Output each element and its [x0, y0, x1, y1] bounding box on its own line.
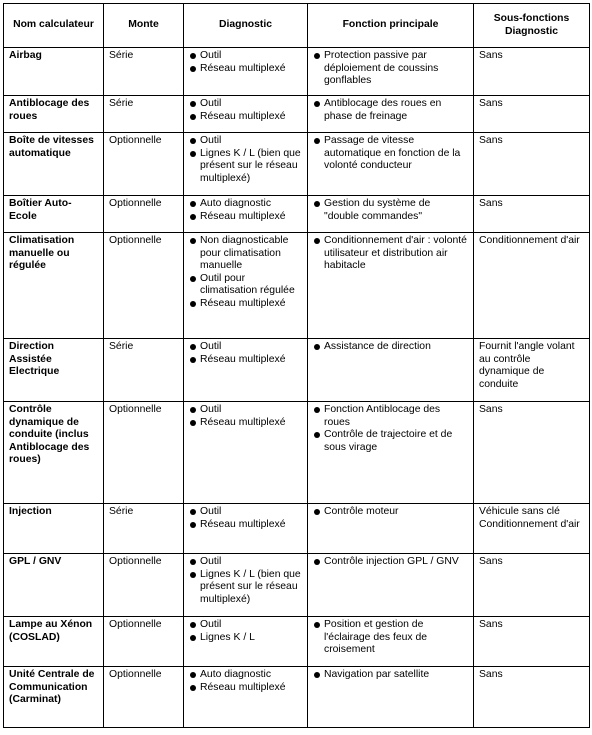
diagnostic-item: Non diagnosticable pour climatisation manuelle: [189, 235, 302, 273]
table-row: [4, 504, 590, 554]
sous-fonctions-cell: Sans: [474, 402, 590, 504]
fonction-list: [313, 619, 468, 657]
fonction-item: Contrôle de trajectoire et de sous virage: [313, 429, 468, 454]
header-diagnostic: Diagnostic: [184, 4, 308, 48]
fonction-list: [313, 198, 468, 223]
diagnostic-cell: [184, 196, 308, 233]
diagnostic-cell: [184, 504, 308, 554]
fonction-list: [313, 50, 468, 88]
fonction-cell: [308, 96, 474, 133]
diagnostic-cell: [184, 617, 308, 667]
table-row: [4, 48, 590, 96]
diagnostic-cell: [184, 339, 308, 402]
fonction-list: [313, 506, 468, 519]
monte-cell: Série: [104, 96, 184, 133]
fonction-item: Gestion du système de "double commandes": [313, 198, 468, 223]
diagnostic-cell: [184, 96, 308, 133]
sous-fonctions-cell: Sans: [474, 617, 590, 667]
calculator-name: Contrôle dynamique de conduite (inclus Antiblocage des roues): [4, 402, 104, 504]
fonction-cell: [308, 504, 474, 554]
calculator-name: Climatisation manuelle ou régulée: [4, 233, 104, 339]
diagnostic-item: Outil: [189, 556, 302, 569]
fonction-item: Assistance de direction: [313, 341, 468, 354]
calculator-name: Boîtier Auto-Ecole: [4, 196, 104, 233]
diagnostic-cell: [184, 48, 308, 96]
diagnostic-item: Outil: [189, 135, 302, 148]
sous-fonctions-cell: Sans: [474, 96, 590, 133]
table-row: [4, 96, 590, 133]
table-row: [4, 667, 590, 728]
header-sous-fonctions: Sous-fonctions Diagnostic: [474, 4, 590, 48]
diagnostic-list: [189, 341, 302, 366]
diagnostic-item: Lignes K / L: [189, 632, 302, 645]
diagnostic-list: [189, 506, 302, 531]
fonction-list: [313, 669, 468, 682]
diagnostic-cell: [184, 667, 308, 728]
diagnostic-list: [189, 98, 302, 123]
diagnostic-item: Outil: [189, 98, 302, 111]
diagnostic-item: Réseau multiplexé: [189, 682, 302, 695]
header-row: [4, 4, 590, 48]
diagnostic-cell: [184, 233, 308, 339]
monte-cell: Optionnelle: [104, 554, 184, 617]
diagnostic-list: [189, 50, 302, 75]
fonction-item: Protection passive par déploiement de coussins gonflables: [313, 50, 468, 88]
diagnostic-cell: [184, 554, 308, 617]
diagnostic-cell: [184, 133, 308, 196]
diagnostic-list: [189, 669, 302, 694]
sous-fonctions-cell: Sans: [474, 133, 590, 196]
fonction-item: Passage de vitesse automatique en fonction de la volonté conducteur: [313, 135, 468, 173]
fonction-cell: [308, 133, 474, 196]
diagnostic-item: Outil: [189, 619, 302, 632]
calculator-name: Airbag: [4, 48, 104, 96]
monte-cell: Optionnelle: [104, 133, 184, 196]
diagnostic-item: Réseau multiplexé: [189, 519, 302, 532]
header-fonction: Fonction principale: [308, 4, 474, 48]
sous-fonctions-cell: Sans: [474, 48, 590, 96]
diagnostic-item: Lignes K / L (bien que présent sur le réseau multiplexé): [189, 148, 302, 186]
table-row: [4, 133, 590, 196]
diagnostic-item: Lignes K / L (bien que présent sur le réseau multiplexé): [189, 569, 302, 607]
sous-fonctions-cell: Sans: [474, 667, 590, 728]
diagnostic-item: Réseau multiplexé: [189, 417, 302, 430]
table-row: [4, 233, 590, 339]
fonction-cell: [308, 339, 474, 402]
fonction-cell: [308, 196, 474, 233]
fonction-list: [313, 404, 468, 454]
fonction-item: Antiblocage des roues en phase de freinage: [313, 98, 468, 123]
diagnostic-item: Réseau multiplexé: [189, 298, 302, 311]
fonction-list: [313, 135, 468, 173]
fonction-item: Fonction Antiblocage des roues: [313, 404, 468, 429]
fonction-list: [313, 235, 468, 273]
diagnostic-item: Auto diagnostic: [189, 198, 302, 211]
calculator-name: Direction Assistée Electrique: [4, 339, 104, 402]
table-row: [4, 196, 590, 233]
calculator-name: Antiblocage des roues: [4, 96, 104, 133]
fonction-cell: [308, 48, 474, 96]
diagnostic-item: Réseau multiplexé: [189, 63, 302, 76]
fonction-cell: [308, 554, 474, 617]
fonction-cell: [308, 233, 474, 339]
fonction-cell: [308, 667, 474, 728]
calculator-name: Boîte de vitesses automatique: [4, 133, 104, 196]
fonction-cell: [308, 402, 474, 504]
calculator-table: [3, 3, 590, 728]
calculator-name: Lampe au Xénon (COSLAD): [4, 617, 104, 667]
monte-cell: Optionnelle: [104, 196, 184, 233]
header-name: Nom calculateur: [4, 4, 104, 48]
diagnostic-item: Réseau multiplexé: [189, 211, 302, 224]
header-monte: Monte: [104, 4, 184, 48]
table-row: [4, 554, 590, 617]
fonction-list: [313, 556, 468, 569]
sous-fonctions-cell: Véhicule sans clé Conditionnement d'air: [474, 504, 590, 554]
monte-cell: Optionnelle: [104, 402, 184, 504]
calculator-name: GPL / GNV: [4, 554, 104, 617]
table-row: [4, 402, 590, 504]
diagnostic-list: [189, 404, 302, 429]
fonction-item: Position et gestion de l'éclairage des feux de croisement: [313, 619, 468, 657]
sous-fonctions-cell: Fournit l'angle volant au contrôle dynamique de conduite: [474, 339, 590, 402]
diagnostic-cell: [184, 402, 308, 504]
diagnostic-item: Outil: [189, 506, 302, 519]
sous-fonctions-cell: Conditionnement d'air: [474, 233, 590, 339]
calculator-name: Unité Centrale de Communication (Carminat): [4, 667, 104, 728]
monte-cell: Optionnelle: [104, 617, 184, 667]
diagnostic-list: [189, 556, 302, 606]
diagnostic-item: Réseau multiplexé: [189, 354, 302, 367]
table-body: [4, 48, 590, 728]
table-row: [4, 339, 590, 402]
fonction-list: [313, 98, 468, 123]
monte-cell: Série: [104, 339, 184, 402]
table-row: [4, 617, 590, 667]
monte-cell: Optionnelle: [104, 233, 184, 339]
diagnostic-list: [189, 619, 302, 644]
diagnostic-list: [189, 135, 302, 185]
diagnostic-list: [189, 198, 302, 223]
diagnostic-item: Auto diagnostic: [189, 669, 302, 682]
sous-fonctions-cell: Sans: [474, 196, 590, 233]
diagnostic-item: Réseau multiplexé: [189, 111, 302, 124]
fonction-item: Contrôle moteur: [313, 506, 468, 519]
monte-cell: Série: [104, 48, 184, 96]
monte-cell: Optionnelle: [104, 667, 184, 728]
diagnostic-list: [189, 235, 302, 311]
fonction-list: [313, 341, 468, 354]
monte-cell: Série: [104, 504, 184, 554]
sous-fonctions-cell: Sans: [474, 554, 590, 617]
fonction-cell: [308, 617, 474, 667]
fonction-item: Contrôle injection GPL / GNV: [313, 556, 468, 569]
fonction-item: Conditionnement d'air : volonté utilisateur et distribution air habitacle: [313, 235, 468, 273]
diagnostic-item: Outil: [189, 341, 302, 354]
fonction-item: Navigation par satellite: [313, 669, 468, 682]
diagnostic-item: Outil: [189, 404, 302, 417]
calculator-name: Injection: [4, 504, 104, 554]
diagnostic-item: Outil pour climatisation régulée: [189, 273, 302, 298]
diagnostic-item: Outil: [189, 50, 302, 63]
